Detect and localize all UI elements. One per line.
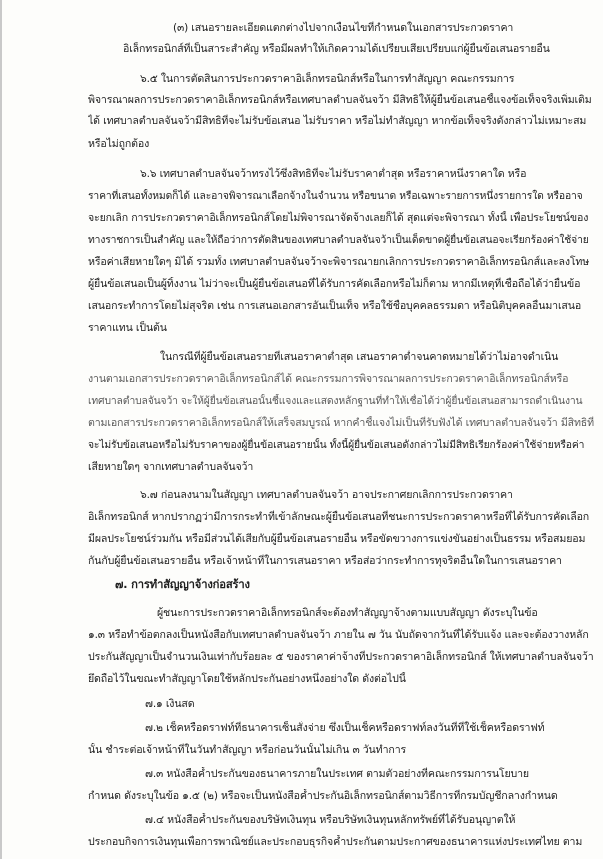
paragraph-line: (๓) เสนอรายละเอียดแตกต่างไปจากเงื่อนไขที่กำหนดในเอกสารประกวดราคา <box>173 22 514 34</box>
paragraph-line: ราคาแทน เป็นต้น <box>88 322 167 334</box>
paragraph-line: ประกันสัญญาเป็นจำนวนเงินเท่ากับร้อยละ ๕ ของราคาค่าจ้างที่ประกวดราคาอิเล็กทรอนิกส์ ให้เทศบาลตำบลจันจว้า <box>88 651 594 663</box>
paragraph-line: ๖.๕ ในการตัดสินการประกวดราคาอิเล็กทรอนิกส์หรือในการทำสัญญา คณะกรรมการ <box>140 73 515 85</box>
section-heading: ๗. การทำสัญญาจ้างก่อสร้าง <box>115 578 250 591</box>
paragraph-line: ประกอบกิจการเงินทุนเพื่อการพาณิชย์และประกอบธุรกิจค้ำประกันตามประกาศของธนาคารแห่งประเทศไทย ตาม <box>88 836 583 848</box>
paragraph-line: ๗.๔ หนังสือค้ำประกันของบริษัทเงินทุน หรือบริษัทเงินทุนหลักทรัพย์ที่ได้รับอนุญาตให้ <box>145 814 516 826</box>
paragraph-line: ๗.๓ หนังสือค้ำประกันของธนาคารภายในประเทศ ตามตัวอย่างที่คณะกรรมการนโยบาย <box>145 768 529 780</box>
paragraph-line: อิเล็กทรอนิกส์ที่เป็นสาระสำคัญ หรือมีผลทำให้เกิดความได้เปรียบเสียเปรียบแก่ผู้ยื่นข้อเสนอรายอื่น <box>123 43 550 55</box>
paragraph-line: ยึดถือไว้ในขณะทำสัญญาโดยใช้หลักประกันอย่างหนึ่งอย่างใด ดังต่อไปนี้ <box>88 673 406 685</box>
paragraph-line: กันกับผู้ยื่นข้อเสนอรายอื่น หรือเจ้าหน้าที่ในการเสนอราคา หรือส่อว่ากระทำการทุจริตอื่นใดในการเสนอราคา <box>88 555 562 567</box>
paragraph-line: ๗.๑ เงินสด <box>145 698 195 710</box>
paragraph-line: ๖.๖ เทศบาลตำบลจันจว้าทรงไว้ซึ่งสิทธิที่จะไม่รับราคาต่ำสุด หรือราคาหนึ่งราคาใด หรือ <box>140 168 527 180</box>
paragraph-line: ผู้ชนะการประกวดราคาอิเล็กทรอนิกส์จะต้องทำสัญญาจ้างตามแบบสัญญา ดังระบุในข้อ <box>157 607 538 619</box>
paragraph-line: ผู้ยื่นข้อเสนอเป็นผู้ทิ้งงาน ไม่ว่าจะเป็นผู้ยื่นข้อเสนอที่ได้รับการคัดเลือกหรือไม่ก็ตาม หากมีเหตุที่เชื่อถือได้ว่ายื่นข้อ <box>88 278 581 290</box>
paragraph-line: หรือไม่ถูกต้อง <box>88 138 150 150</box>
paragraph-line: ๖.๗ ก่อนลงนามในสัญญา เทศบาลตำบลจันจว้า อาจประกาศยกเลิกการประกวดราคา <box>140 489 513 501</box>
paragraph-line: เสียหายใดๆ จากเทศบาลตำบลจันจว้า <box>88 461 254 473</box>
paragraph-line: ราคาที่เสนอทั้งหมดก็ได้ และอาจพิจารณาเลือกจ้างในจำนวน หรือขนาด หรือเฉพาะรายการหนึ่งรายการใด หรืออาจ <box>88 190 583 202</box>
paragraph-line: นั้น ชำระต่อเจ้าหน้าที่ในวันทำสัญญา หรือก่อนวันนั้นไม่เกิน ๓ วันทำการ <box>88 744 407 756</box>
paragraph-line: ๑.๓ หรือทำข้อตกลงเป็นหนังสือกับเทศบาลตำบลจันจว้า ภายใน ๗ วัน นับถัดจากวันที่ได้รับแจ้ง และจะต้องวางหลัก <box>88 629 589 641</box>
paragraph-line: ตามเอกสารประกวดราคาอิเล็กทรอนิกส์ให้เสร็จสมบูรณ์ หากคำชี้แจงไม่เป็นที่รับฟังได้ เทศบาลตำบลจันจว้า มีสิทธิที่ <box>88 417 594 429</box>
paragraph-line: อิเล็กทรอนิกส์ หากปรากฏว่ามีการกระทำที่เข้าลักษณะผู้ยื่นข้อเสนอที่ชนะการประกวดราคาหรือที่ได้รับการคัดเลือก <box>88 511 590 523</box>
paragraph-line: มีผลประโยชน์ร่วมกัน หรือมีส่วนได้เสียกับผู้ยื่นข้อเสนอรายอื่น หรือขัดขวางการแข่งขันอย่างเป็นธรรม หรือสมยอม <box>88 533 586 545</box>
paragraph-line: กำหนด ดังระบุในข้อ ๑.๕ (๒) หรือจะเป็นหนังสือค้ำประกันอิเล็กทรอนิกส์ตามวิธีการที่กรมบัญชีกลางกำหนด <box>88 790 558 802</box>
paragraph-line: จะไม่รับข้อเสนอหรือไม่รับราคาของผู้ยื่นข้อเสนอรายนั้น ทั้งนี้ผู้ยื่นข้อเสนอดังกล่าวไม่มีสิทธิเรียกร้องค่าใช้จ่ายหรือค่า <box>88 439 585 451</box>
paragraph-line: เสนอกระทำการโดยไม่สุจริต เช่น การเสนอเอกสารอันเป็นเท็จ หรือใช้ชื่อบุคคลธรรมดา หรือนิติบุคคลอื่นมาเสนอ <box>88 300 582 312</box>
paragraph-line: หรือค่าเสียหายใดๆ มิได้ รวมทั้ง เทศบาลตำบลจันจว้าจะพิจารณายกเลิกการประกวดราคาอิเล็กทรอนิกส์และลงโทษ <box>88 256 590 268</box>
paragraph-line: งานตามเอกสารประกวดราคาอิเล็กทรอนิกส์ได้ คณะกรรมการพิจารณาผลการประกวดราคาอิเล็กทรอนิกส์หรือ <box>88 373 569 385</box>
paragraph-line: พิจารณาผลการประกวดราคาอิเล็กทรอนิกส์หรือเทศบาลตำบลจันจว้า มีสิทธิให้ผู้ยื่นข้อเสนอชี้แจงข้อเท็จจริงเพิ่มเติม <box>88 94 592 106</box>
paragraph-line: จะยกเลิก การประกวดราคาอิเล็กทรอนิกส์โดยไม่พิจารณาจัดจ้างเลยก็ได้ สุดแต่จะพิจารณา ทั้งนี้ เพื่อประโยชน์ของ <box>88 212 589 224</box>
paragraph-line: ได้ เทศบาลตำบลจันจว้ามีสิทธิที่จะไม่รับข้อเสนอ ไม่รับราคา หรือไม่ทำสัญญา หากข้อเท็จจริงดังกล่าวไม่เหมาะสม <box>88 115 587 127</box>
paragraph-line: ๗.๒ เช็คหรือดราฟท์ที่ธนาคารเซ็นสั่งจ่าย ซึ่งเป็นเช็คหรือดราฟท์ลงวันที่ที่ใช้เช็คหรือดราฟท์ <box>145 722 545 734</box>
paragraph-line: ในกรณีที่ผู้ยื่นข้อเสนอรายที่เสนอราคาต่ำสุด เสนอราคาต่ำจนคาดหมายได้ว่าไม่อาจดำเนิน <box>160 351 559 363</box>
paragraph-line: ทางราชการเป็นสำคัญ และให้ถือว่าการตัดสินของเทศบาลตำบลจันจว้าเป็นเด็ดขาดผู้ยื่นข้อเสนอจะเรียกร้องค่าใช้จ่าย <box>88 234 589 246</box>
paragraph-line: เทศบาลตำบลจันจว้า จะให้ผู้ยื่นข้อเสนอนั้นชี้แจงและแสดงหลักฐานที่ทำให้เชื่อได้ว่าผู้ยื่นข้อเสนอสามารถดำเนินงาน <box>88 395 583 407</box>
